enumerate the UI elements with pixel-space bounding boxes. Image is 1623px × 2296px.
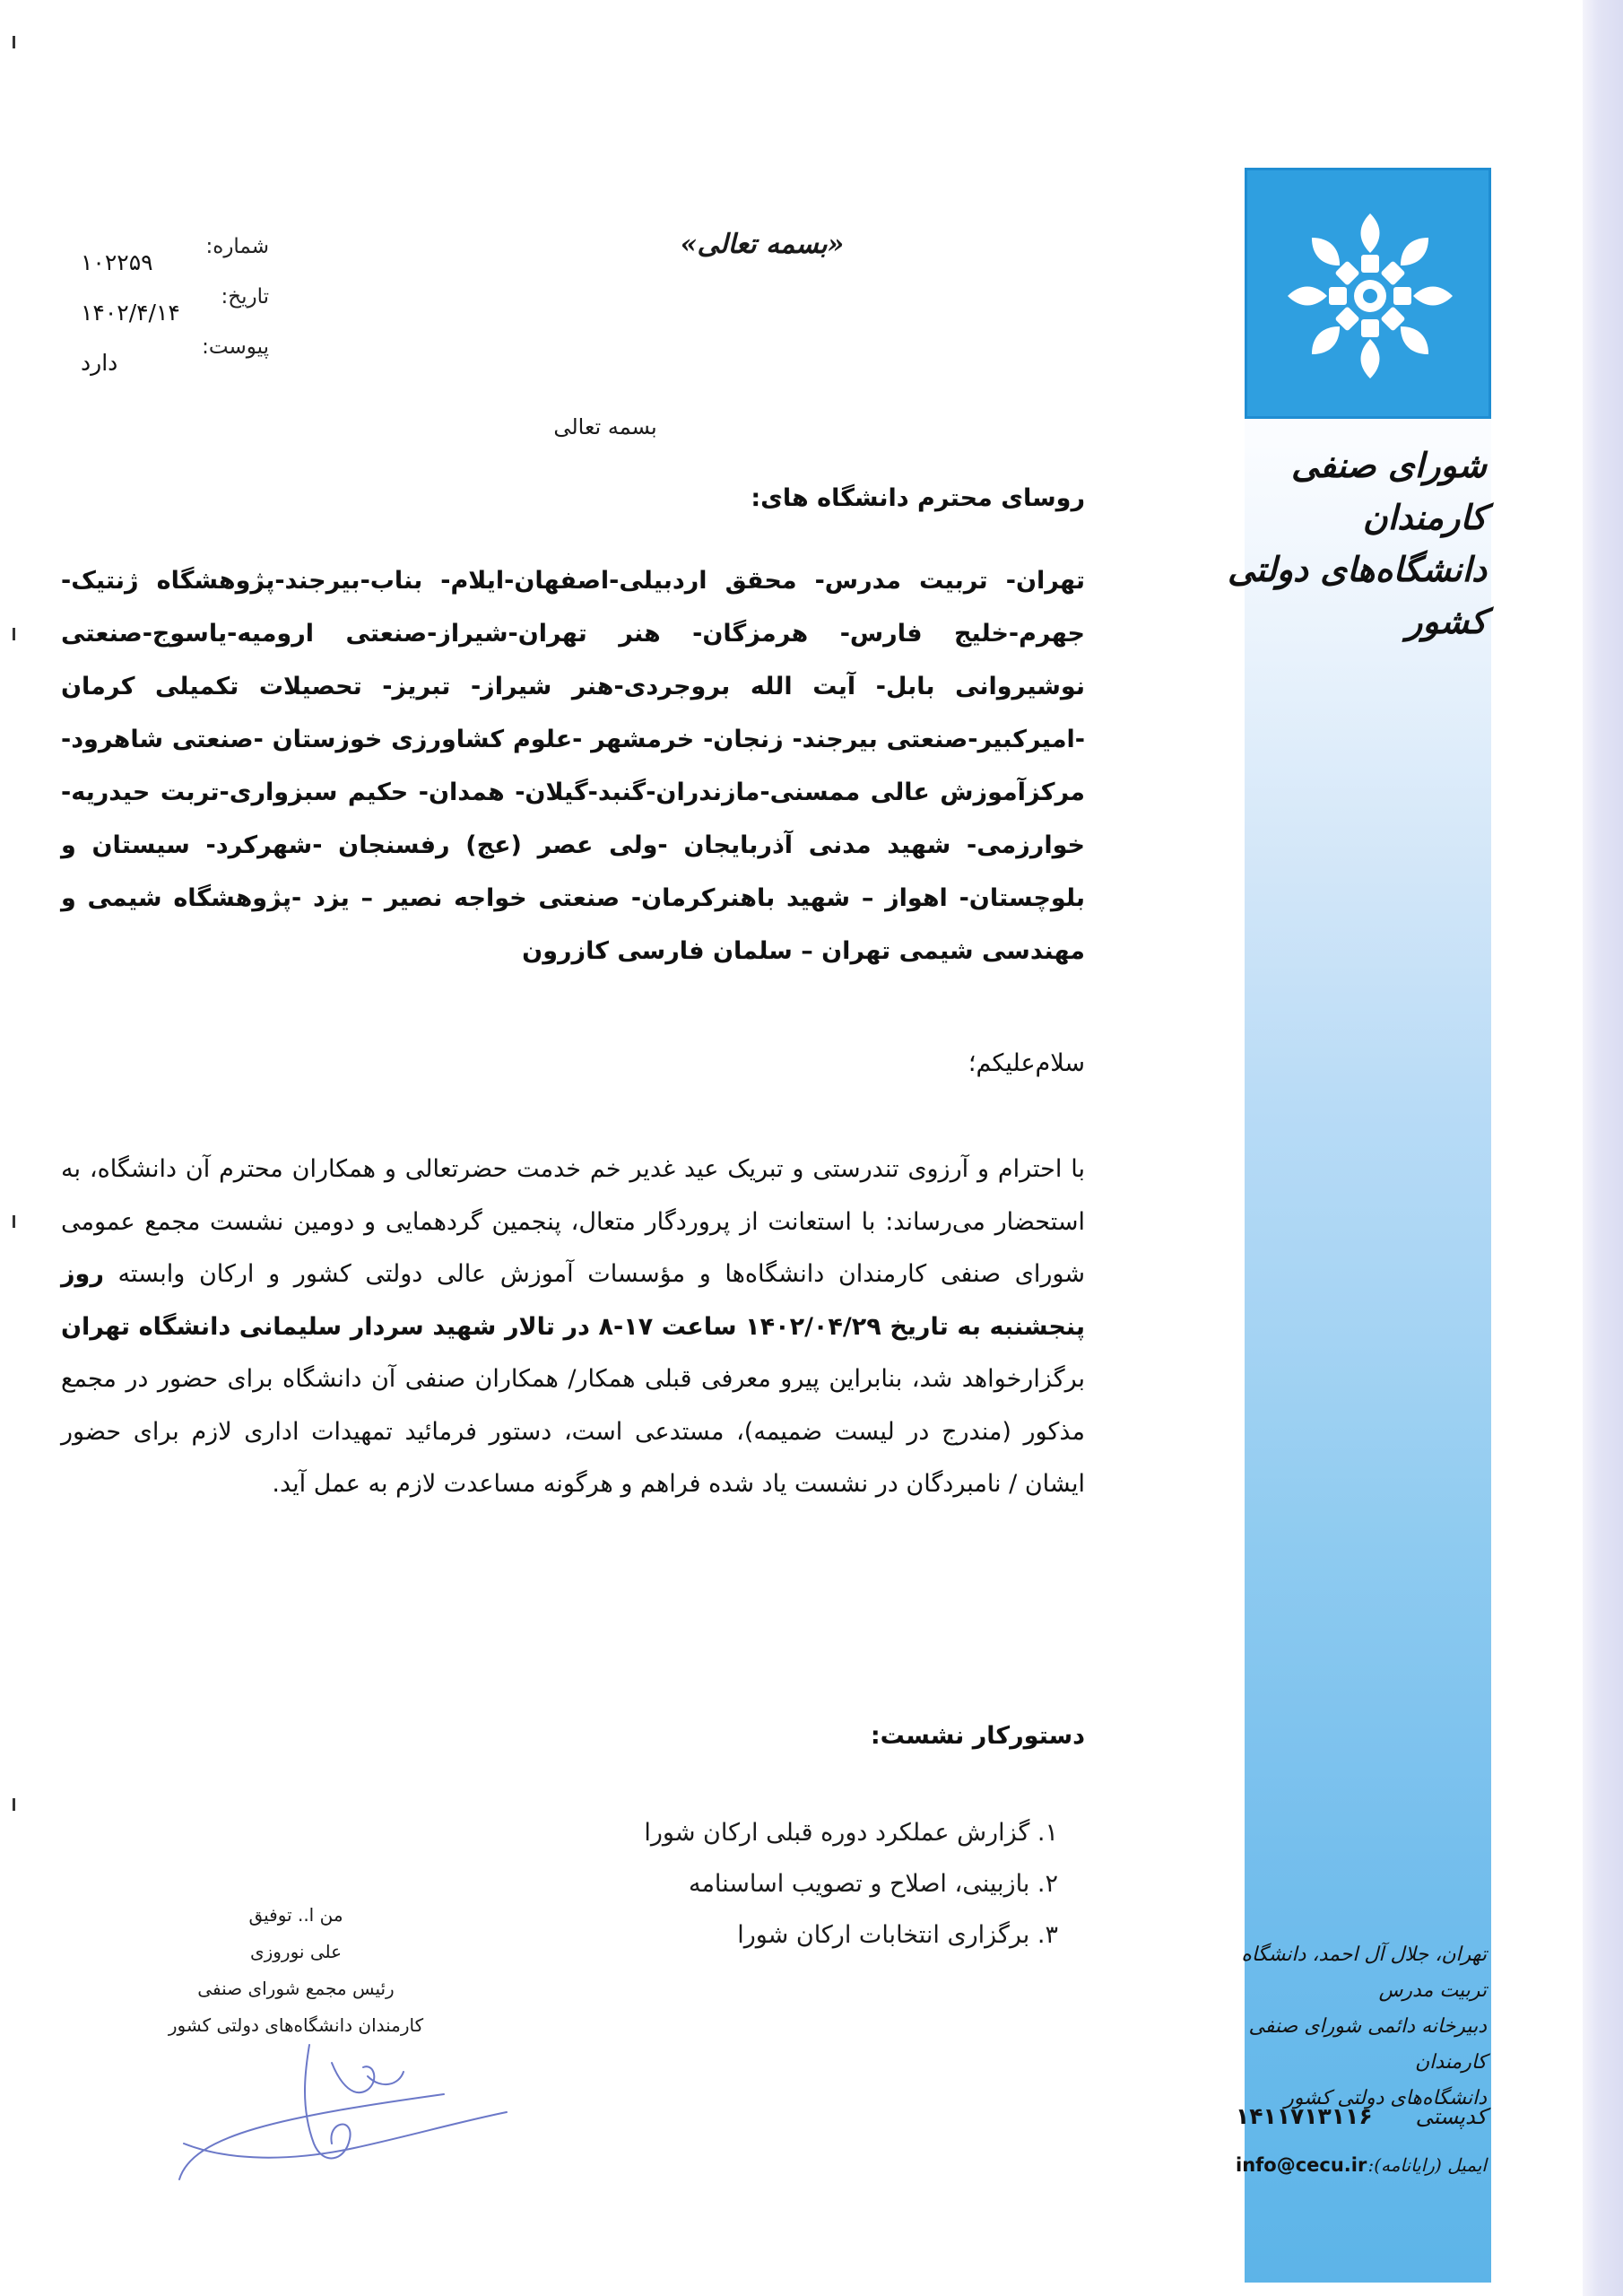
recipients-salutation: روسای محترم دانشگاه های: bbox=[751, 484, 1085, 512]
agenda-title: دستورکار نشست: bbox=[870, 1722, 1085, 1750]
meeting-details: روز پنجشنبه به تاریخ ۱۴۰۲/۰۴/۲۹ ساعت ۱۷-۸ در تالار شهید سردار سلیمانی دانشگاه تهران bbox=[61, 1260, 1086, 1341]
signatory-name: علی نوروزی bbox=[249, 1941, 343, 1962]
council-name-line1: شورای صنفی کارمندان bbox=[1291, 445, 1487, 537]
agenda-item: ۲. بازبینی، اصلاح و تصویب اساسنامه bbox=[688, 1870, 1058, 1898]
signature-salutation: من ا.. توفیق bbox=[248, 1904, 343, 1926]
council-name-line2: دانشگاه‌های دولتی کشور bbox=[1227, 549, 1487, 641]
signature-block bbox=[161, 1897, 430, 2044]
postcode-row bbox=[1236, 2103, 1487, 2129]
council-logo bbox=[1245, 168, 1491, 419]
paragraph-text: برگزارخواهد شد، بنابراین پیرو معرفی قبلی همکار/ همکاران صنفی آن دانشگاه برای حضور در مجمع مذکور (مندرج در لیست ضمیمه)، مستدعی است، دستور فرمائید تمهیدات اداری لازم برای حضور ایشان / نامبردگان در نشست یاد شده فراهم و هرگونه مساعدت لازم به عمل آید. bbox=[61, 1365, 1085, 1498]
date-value: ۱۴۰۲/۴/۱۴ bbox=[81, 300, 180, 326]
postcode-label: کدپستی bbox=[1415, 2103, 1487, 2129]
margin-mark bbox=[13, 628, 15, 640]
address-line: دانشگاه‌های دولتی کشور bbox=[1284, 2087, 1487, 2109]
address-line: دبیرخانه دائمی شورای صنفی کارمندان bbox=[1248, 2015, 1487, 2074]
scan-edge bbox=[1583, 0, 1623, 2296]
council-name bbox=[1218, 439, 1487, 648]
date-label: تاریخ: bbox=[221, 285, 269, 309]
signatory-role: رئیس مجمع شورای صنفی bbox=[197, 1978, 395, 1999]
number-label: شماره: bbox=[205, 235, 269, 258]
greeting: سلام‌علیکم؛ bbox=[968, 1049, 1085, 1077]
letter-paragraph bbox=[61, 1144, 1085, 1511]
paragraph-text: با احترام و آرزوی تندرستی و تبریک عید غدیر خم خدمت حضرتعالی و همکاران محترم آن دانشگاه، به استحضار می‌رساند: با استعانت از پروردگار متعال، پنجمین گردهمایی و دومین نشست مجمع عمومی شورای صنفی کارمندان دانشگاه‌ها و مؤسسات آموزش عالی دولتی کشور و ارکان وابسته bbox=[61, 1155, 1085, 1288]
council-address bbox=[1236, 1937, 1487, 2117]
agenda-list bbox=[448, 1807, 1058, 1961]
handwritten-signature bbox=[175, 2036, 516, 2188]
email-value: info@cecu.ir bbox=[1236, 2154, 1367, 2176]
star-emblem-icon bbox=[1280, 206, 1460, 386]
bismillah: بسمه تعالی bbox=[553, 414, 657, 439]
margin-mark bbox=[13, 36, 15, 48]
email-label: ایمیل (رایانامه): bbox=[1367, 2154, 1487, 2176]
agenda-item: ۳. برگزاری انتخابات ارکان شورا bbox=[737, 1921, 1058, 1949]
attachment-value: دارد bbox=[81, 350, 118, 376]
margin-mark bbox=[13, 1215, 15, 1228]
email-row bbox=[1236, 2154, 1487, 2176]
letter-meta bbox=[54, 235, 269, 386]
recipient-universities: تهران- تربیت مدرس- محقق اردبیلی-اصفهان-ایلام- بناب-بیرجند-پژوهشگاه ژنتیک-جهرم-خلیج فارس- هرمزگان- هنر تهران-شیراز-صنعتی ارومیه-یاسوج-صنعتی نوشیروانی بابل- آیت الله بروجردی-هنر شیراز- تبریز- تحصیلات تکمیلی کرمان -امیرکبیر-صنعتی بیرجند- زنجان- خرمشهر -علوم کشاورزی خوزستان -صنعتی شاهرود-مرکزآموزش عالی ممسنی-مازندران-گنبد-گیلان- همدان- حکیم سبزواری-تربت حیدریه- خوارزمی- شهید مدنی آذربایجان -ولی عصر (عج) رفسنجان -شهرکرد- سیستان و بلوچستان- اهواز – شهید باهنرکرمان- صنعتی خواجه نصیر – یزد -پژوهشگاه شیمی و مهندسی شیمی تهران – سلمان فارسی کازرون bbox=[61, 567, 1085, 965]
signatory-role: کارمندان دانشگاه‌های دولتی کشور bbox=[168, 2014, 424, 2036]
margin-mark bbox=[13, 1798, 15, 1811]
attachment-label: پیوست: bbox=[202, 335, 269, 359]
agenda-item: ۱. گزارش عملکرد دوره قبلی ارکان شورا bbox=[644, 1819, 1058, 1847]
header-invocation: «بسمه تعالی» bbox=[680, 229, 845, 260]
postcode-value: ۱۴۱۱۷۱۳۱۱۶ bbox=[1236, 2103, 1373, 2129]
address-line: تهران، جلال آل احمد، دانشگاه تربیت مدرس bbox=[1241, 1944, 1487, 2002]
number-value: ۱۰۲۲۵۹ bbox=[81, 249, 153, 275]
